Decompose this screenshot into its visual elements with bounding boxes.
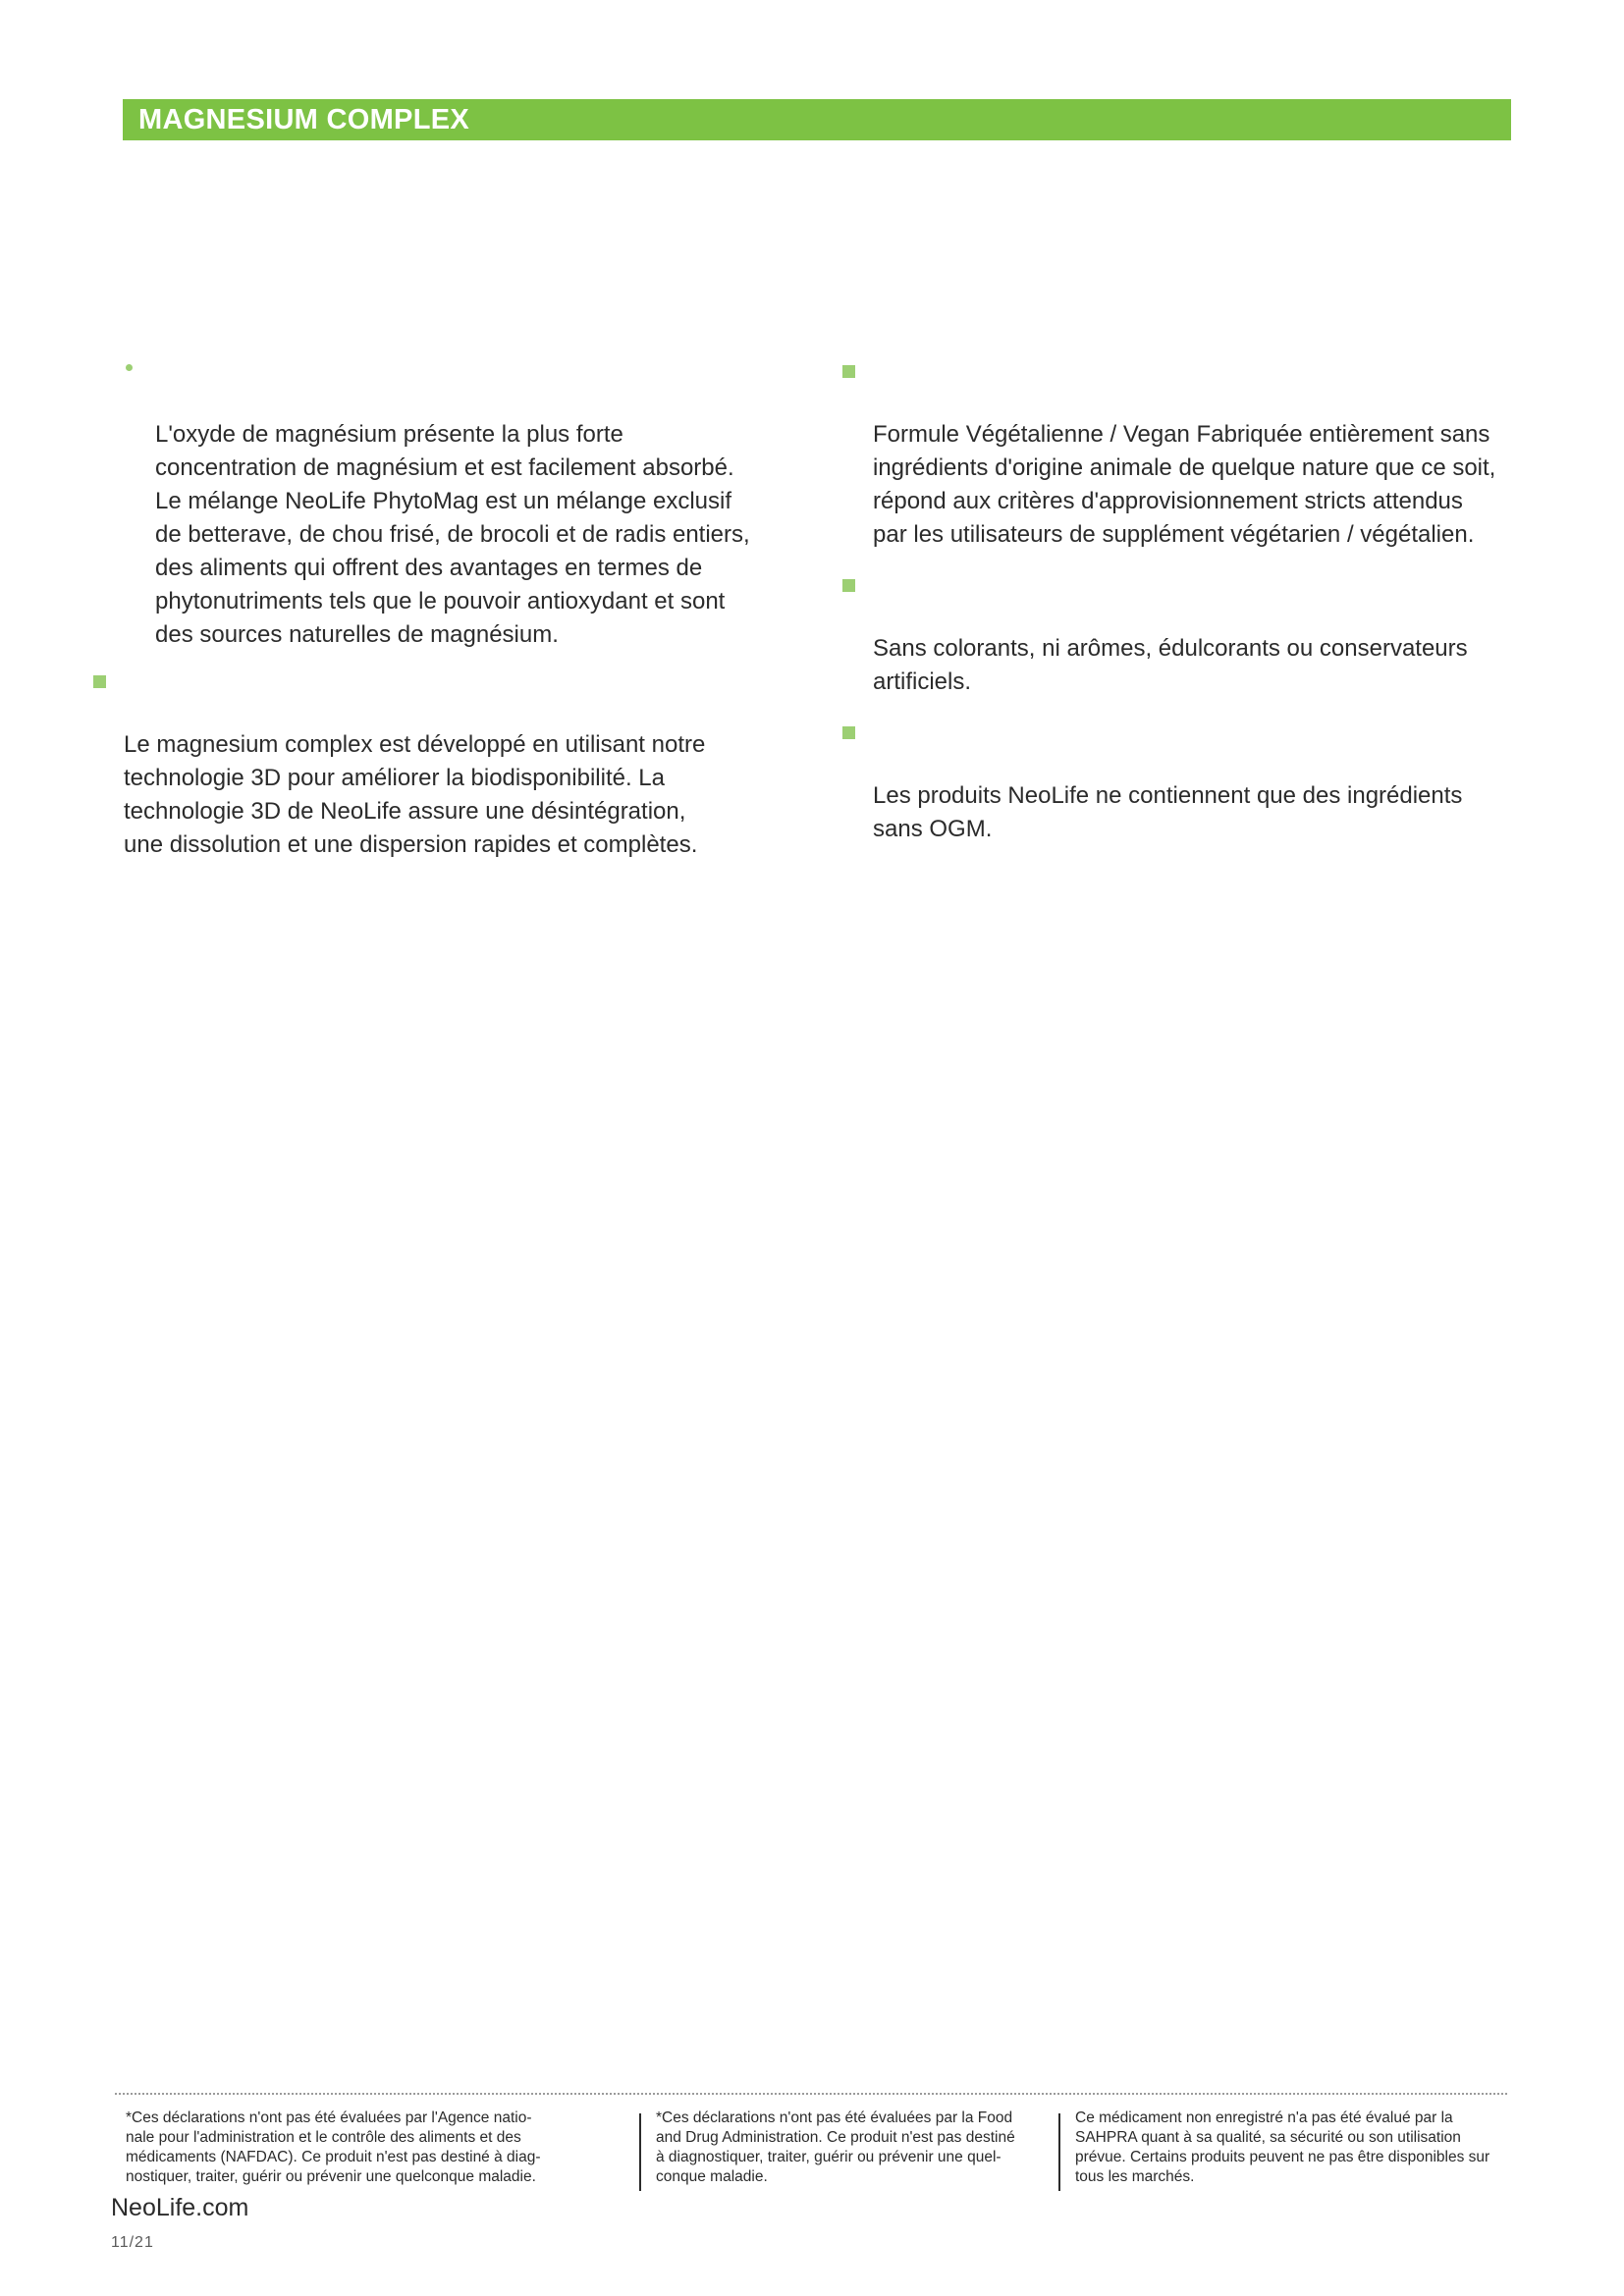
square-bullet-icon (842, 579, 855, 592)
sub-bullet-text: L'oxyde de magnésium présente la plus forte concentration de magnésium et est facilement absorbé. Le mélange NeoLife PhytoMag est un mélange exclusif de betterave, de chou frisé, de brocoli et de radis entiers, des aliments qui offrent des avantages en termes de phytonutriments tels que le pouvoir antioxydant et sont des sources naturelles de magnésium. (155, 421, 750, 648)
left-column (90, 351, 778, 876)
bullet-item (839, 713, 1527, 846)
square-bullet-icon (842, 365, 855, 378)
square-bullet-icon (842, 726, 855, 739)
website-link[interactable]: NeoLife.com (111, 2194, 249, 2221)
bullet-item (839, 565, 1527, 699)
right-column (839, 351, 1527, 860)
round-bullet-icon (126, 364, 133, 371)
bullet-text: Le magnesium complex est développé en utilisant notre technologie 3D pour améliorer la biodisponibilité. La technologie 3D de NeoLife assure une désintégration, une dissolution et une dispersion rapides et complètes. (124, 731, 706, 858)
footer-dotted-divider (115, 2093, 1507, 2095)
footnote-fda: *Ces déclarations n'ont pas été évaluées par la Food and Drug Administration. Ce produit n'est pas destiné à diagnostiquer, traiter, guérir ou prévenir une quel- conque maladie. (656, 2109, 1015, 2185)
bullet-text: Sans colorants, ni arômes, édulcorants ou conservateurs artificiels. (873, 635, 1468, 695)
footnote-sahpra: Ce médicament non enregistré n'a pas été évalué par la SAHPRA quant à sa qualité, sa sécurité ou son utilisation prévue. Certains produits peuvent ne pas être disponibles sur tous les marchés. (1075, 2109, 1490, 2185)
footnote-nafdac: *Ces déclarations n'ont pas été évaluées par l'Agence natio- nale pour l'administration et le contrôle des aliments et des médicaments (NAFDAC). Ce produit n'est pas destiné à diag- nostiquer, traiter, guérir ou prévenir une quelconque maladie. (126, 2109, 541, 2185)
section-header-bar (123, 99, 1511, 140)
bullet-item (90, 662, 778, 862)
document-code: 11/21 (111, 2234, 154, 2251)
sub-bullet-item (90, 351, 778, 652)
footnote-separator (1058, 2113, 1060, 2191)
bullet-text: Formule Végétalienne / Vegan Fabriquée entièrement sans ingrédients d'origine animale de quelque nature que ce soit, répond aux critères d'approvisionnement stricts attendus par les utilisateurs de supplément végétarien / végétalien. (873, 421, 1496, 548)
footnote-separator (639, 2113, 641, 2191)
bullet-item (839, 351, 1527, 552)
square-bullet-icon (93, 675, 106, 688)
bullet-text: Les produits NeoLife ne contiennent que des ingrédients sans OGM. (873, 782, 1463, 842)
section-title: MAGNESIUM COMPLEX (138, 104, 469, 135)
